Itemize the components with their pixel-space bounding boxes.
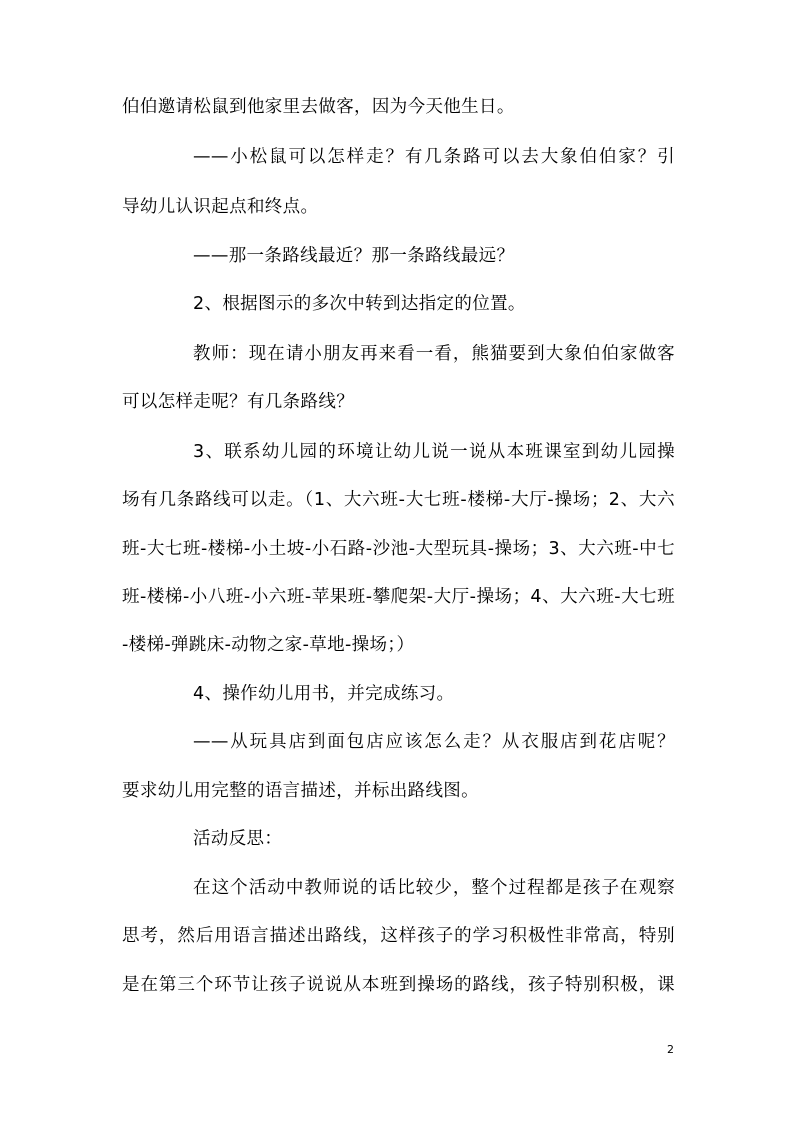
text-line: 导幼儿认识起点和终点。 bbox=[122, 197, 319, 217]
text-line: 要求幼儿用完整的语言描述，并标出路线图。 bbox=[122, 781, 479, 801]
text-line: 是在第三个环节让孩子说说从本班到操场的路线，孩子特别积极，课 bbox=[122, 975, 675, 995]
text-line: 4、操作幼儿用书，并完成练习。 bbox=[193, 684, 455, 704]
text-line: 可以怎样走呢？有几条路线？ bbox=[122, 392, 355, 412]
text-line: 班-大七班-楼梯-小土坡-小石路-沙池-大型玩具-操场；3、大六班-中七 bbox=[122, 539, 675, 559]
text-line: 场有几条路线可以走。（1、大六班-大七班-楼梯-大厅-操场；2、大六 bbox=[122, 490, 675, 510]
text-line: -楼梯-弹跳床-动物之家-草地-操场；） bbox=[122, 635, 415, 655]
section-heading: 活动反思： bbox=[193, 829, 283, 849]
text-line: 2、根据图示的多次中转到达指定的位置。 bbox=[193, 294, 526, 314]
text-line: 伯伯邀请松鼠到他家里去做客，因为今天他生日。 bbox=[122, 97, 515, 117]
text-line: 教师：现在请小朋友再来看一看，熊猫要到大象伯伯家做客 bbox=[193, 344, 675, 364]
text-line: ——从玩具店到面包店应该怎么走？从衣服店到花店呢？ bbox=[193, 732, 675, 752]
text-line: 在这个活动中教师说的话比较少，整个过程都是孩子在观察 bbox=[193, 878, 675, 898]
text-line: 思考，然后用语言描述出路线，这样孩子的学习积极性非常高，特别 bbox=[122, 926, 675, 946]
text-line: ——那一条路线最近？那一条路线最远？ bbox=[193, 246, 515, 266]
page-number: 2 bbox=[667, 1043, 674, 1056]
text-line: 3、联系幼儿园的环境让幼儿说一说从本班课室到幼儿园操 bbox=[193, 442, 675, 462]
text-line: ——小松鼠可以怎样走？有几条路可以去大象伯伯家？引 bbox=[193, 147, 675, 167]
text-line: 班-楼梯-小八班-小六班-苹果班-攀爬架-大厅-操场；4、大六班-大七班 bbox=[122, 587, 675, 607]
